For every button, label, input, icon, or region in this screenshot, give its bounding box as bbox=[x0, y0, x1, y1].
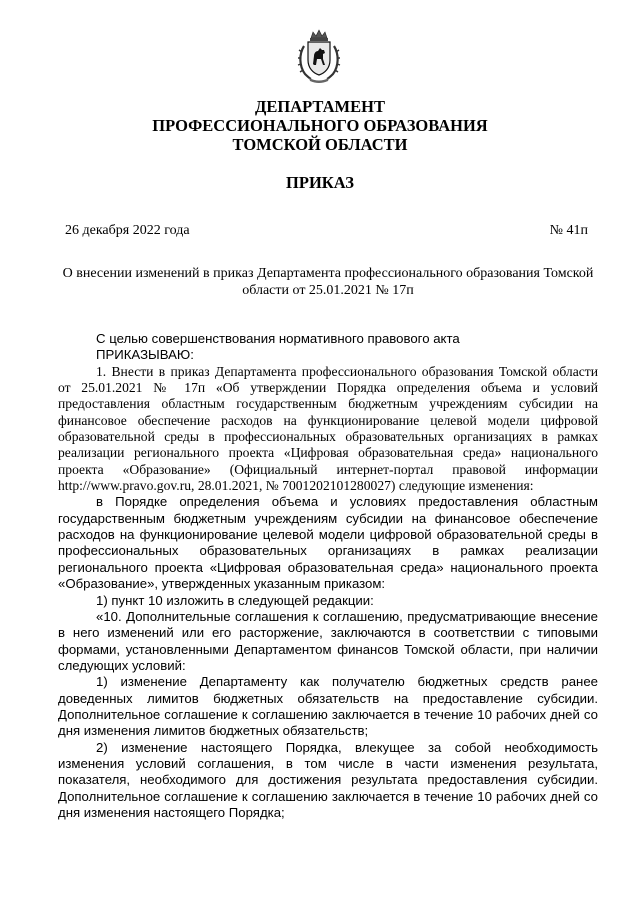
tomsk-region-coat-of-arms-icon bbox=[295, 28, 343, 84]
body-paragraph-order-word: ПРИКАЗЫВАЮ: bbox=[96, 347, 194, 363]
document-subject: О внесении изменений в приказ Департамента профессионального образования Томской области от 25.01.2021 № 17п bbox=[62, 266, 594, 298]
department-line-2: ПРОФЕССИОНАЛЬНОГО ОБРАЗОВАНИЯ bbox=[152, 116, 488, 135]
body-paragraph-subitem-1: 1) пункт 10 изложить в следующей редакции: bbox=[96, 592, 374, 608]
body-paragraph-clause-10: «10. Дополнительные соглашения к соглашению, предусматривающие внесение в него изменений или его расторжение, заключаются в соответствии с типовыми формами, установленными Департаментом финансов Томской области, при наличии следующих условий: bbox=[58, 608, 598, 673]
department-line-3: ТОМСКОЙ ОБЛАСТИ bbox=[232, 135, 408, 154]
body-paragraph-purpose: С целью совершенствования нормативного правового акта bbox=[96, 331, 460, 346]
body-paragraph-procedure: в Порядке определения объема и условиях предоставления областным государственным бюджетным учреждениям субсидии на финансовое обеспечение расходов на функционирование целевой модели цифровой образовательной среды в профессиональных образовательных организациях в рамках реализации регионального проекта «Цифровая образовательная среда» национального проекта «Образование», утвержденных указанным приказом: bbox=[58, 494, 598, 592]
document-number: № 41п bbox=[549, 223, 588, 238]
body-paragraph-item-1: 1. Внести в приказ Департамента профессионального образования Томской области от 25.01.2021 № 17п «Об утверждении Порядка определения объема и условий предоставления областным государственным бюджетным учреждениям субсидии на финансовое обеспечение расходов на функционирование целевой модели цифровой образовательной среды в профессиональных образовательных организациях в рамках реализации регионального проекта «Цифровая образовательная среда» национального проекта «Образование» (Официальный интернет-портал правовой информации http://www.pravo.gov.ru, 28.01.2021, № 7001202101280027) следующие изменения: bbox=[58, 363, 598, 494]
department-title bbox=[0, 97, 640, 154]
body-paragraph-condition-1: 1) изменение Департаменту как получателю бюджетных средств ранее доведенных лимитов бюджетных обязательств на предоставление субсидии. Дополнительное соглашение к соглашению заключается в течение 10 рабочих дней со дня изменения лимитов бюджетных обязательств; bbox=[58, 674, 598, 739]
body-paragraph-condition-2: 2) изменение настоящего Порядка, влекущее за собой необходимость изменения условий соглашения, в том числе в части изменения результата, показателя, необходимого для достижения результата предоставления субсидии. Дополнительное соглашение к соглашению заключается в течение 10 рабочих дней со дня изменения настоящего Порядка; bbox=[58, 739, 598, 820]
document-date: 26 декабря 2022 года bbox=[65, 223, 190, 238]
document-type: ПРИКАЗ bbox=[286, 173, 354, 192]
document-body bbox=[58, 331, 598, 821]
department-line-1: ДЕПАРТАМЕНТ bbox=[255, 97, 385, 116]
